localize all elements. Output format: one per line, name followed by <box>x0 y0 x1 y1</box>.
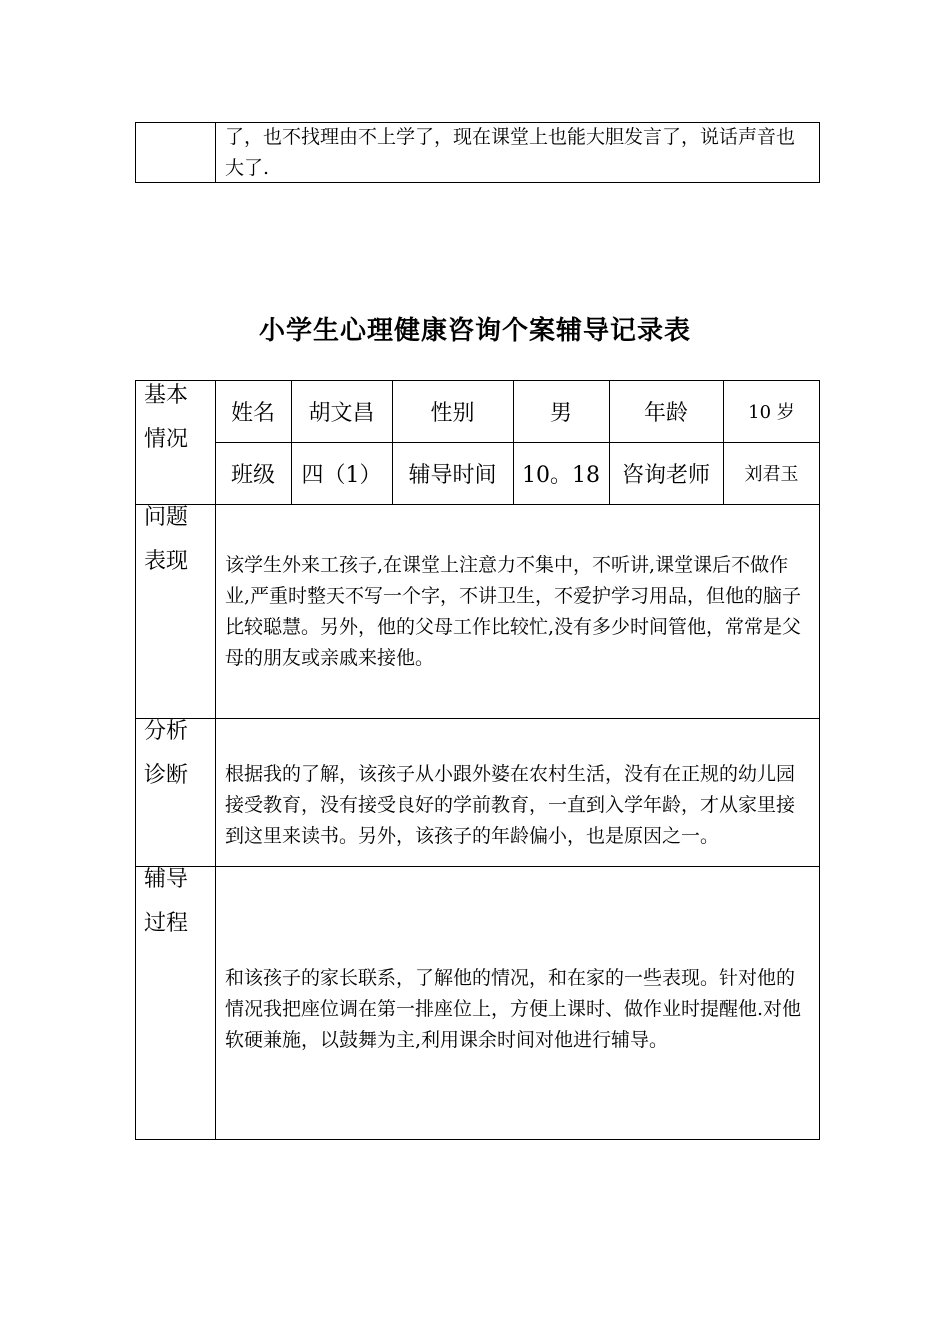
continuation-text: 了，也不找理由不上学了，现在课堂上也能大胆发言了，说话声音也大了. <box>225 126 796 179</box>
continuation-table-divider <box>215 122 216 183</box>
time-value: 10。18 <box>522 462 600 488</box>
problem-content: 该学生外来工孩子,在课堂上注意力不集中，不听讲,课堂课后不做作业,严重时整天不写一个字，不讲卫生，不爱护学习用品，但他的脑子比较聪慧。另外，他的父母工作比较忙,没有多少时间管他，常常是父母的朋友或亲戚来接他。 <box>225 554 802 669</box>
time-label: 辅导时间 <box>408 462 497 488</box>
age-label: 年龄 <box>643 400 688 426</box>
class-value: 四（1） <box>301 462 382 488</box>
name-label: 姓名 <box>230 400 275 426</box>
class-label: 班级 <box>230 462 275 488</box>
process-content: 和该孩子的家长联系，了解他的情况，和在家的一些表现。针对他的情况我把座位调在第一排座位上，方便上课时、做作业时提醒他.对他软硬兼施，以鼓舞为主,利用课余时间对他进行辅导。 <box>225 967 802 1051</box>
teacher-value: 刘君玉 <box>744 464 799 485</box>
basic-info-label: 基本情况 <box>144 383 189 452</box>
name-value: 胡文昌 <box>308 400 375 426</box>
section-divider-problem <box>135 718 820 719</box>
page-title: 小学生心理健康咨询个案辅导记录表 <box>258 316 691 346</box>
gender-label: 性别 <box>430 400 475 426</box>
analysis-label: 分析诊断 <box>144 719 189 788</box>
gender-value: 男 <box>549 400 572 426</box>
section-divider-basic <box>135 504 820 505</box>
teacher-label: 咨询老师 <box>621 462 710 488</box>
process-label: 辅导过程 <box>144 867 189 936</box>
age-value: 10 岁 <box>748 402 795 423</box>
analysis-content: 根据我的了解，该孩子从小跟外婆在农村生活，没有在正规的幼儿园接受教育，没有接受良好的学前教育，一直到入学年龄，才从家里接到这里来读书。另外，该孩子的年龄偏小，也是原因之一。 <box>225 763 796 847</box>
problem-label: 问题表现 <box>144 505 189 574</box>
section-divider-analysis <box>135 866 820 867</box>
